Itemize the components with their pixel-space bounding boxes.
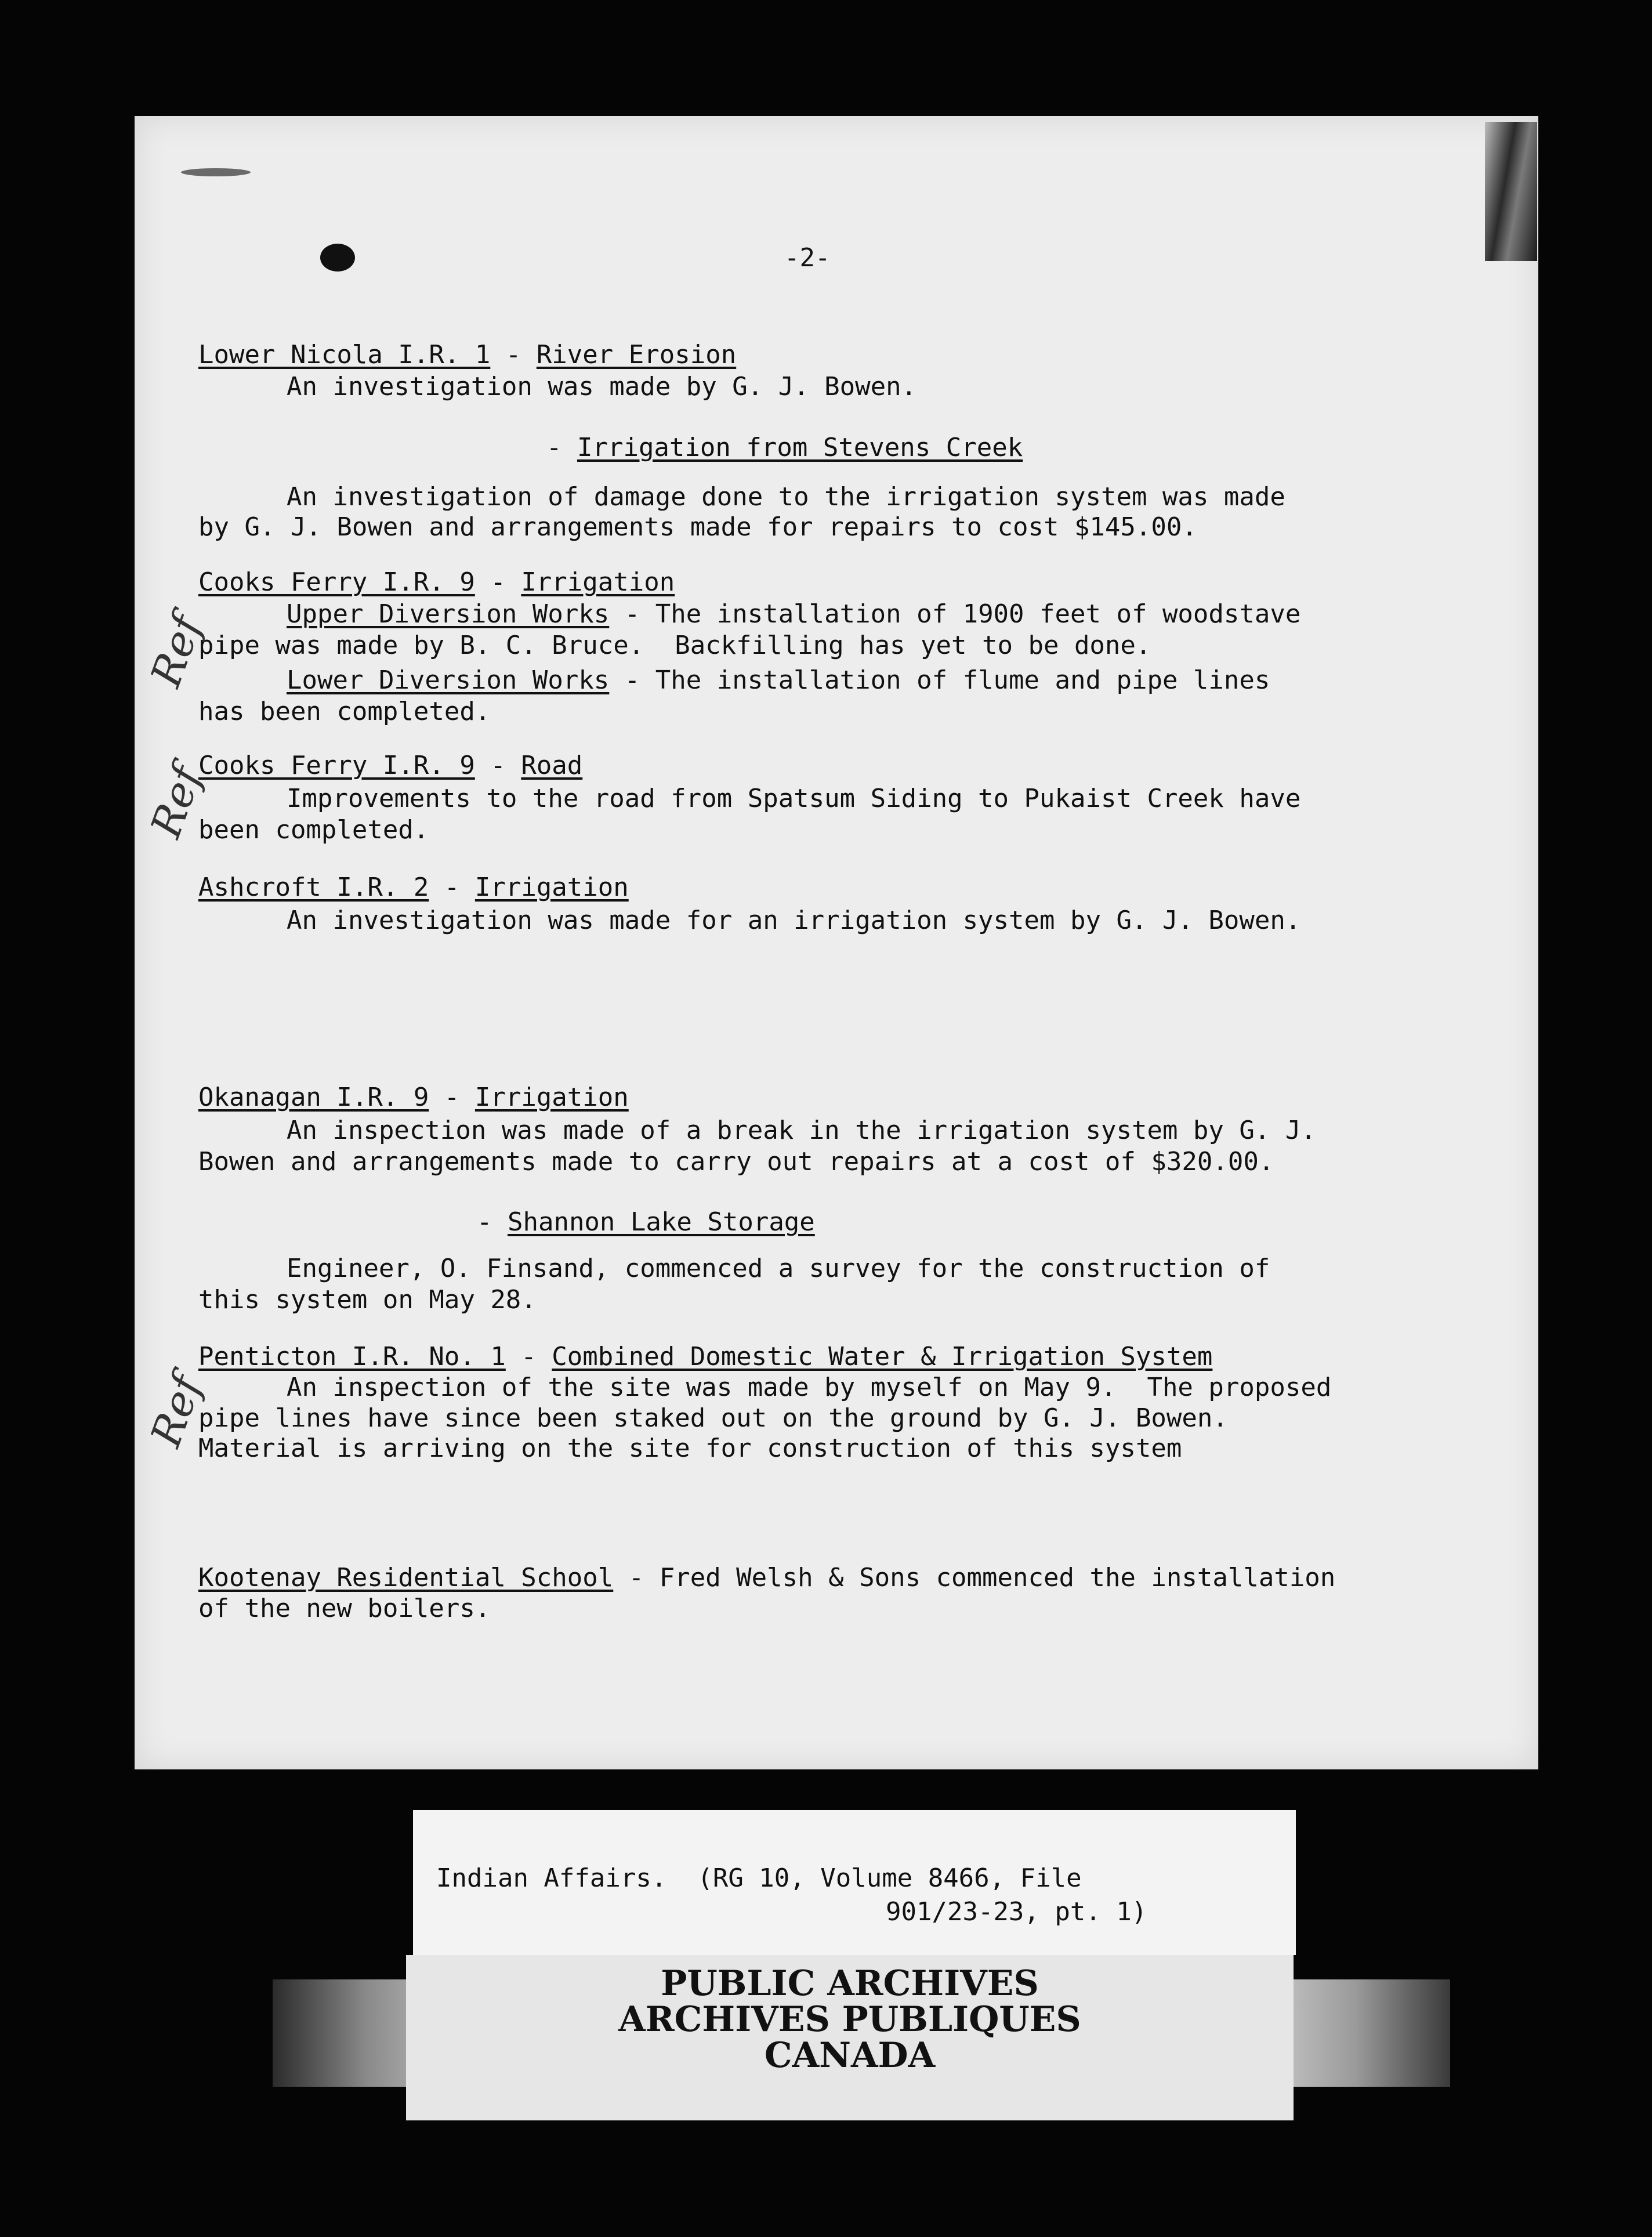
text-line: has been completed. bbox=[198, 697, 491, 726]
entry-heading: Ashcroft I.R. 2 - Irrigation bbox=[198, 873, 629, 902]
text-line: by G. J. Bowen and arrangements made for repairs to cost $145.00. bbox=[198, 512, 1197, 542]
entry-heading: Cooks Ferry I.R. 9 - Irrigation bbox=[198, 567, 675, 597]
page-number: -2- bbox=[784, 243, 831, 273]
entry-heading: Cooks Ferry I.R. 9 - Road bbox=[198, 751, 583, 780]
text-line: pipe was made by B. C. Bruce. Backfilling has yet to be done. bbox=[198, 631, 1151, 660]
text-line: An inspection was made of a break in the irrigation system by G. J. bbox=[287, 1116, 1316, 1145]
document-page bbox=[135, 116, 1538, 1769]
text-line: An investigation was made for an irrigation system by G. J. Bowen. bbox=[287, 906, 1301, 935]
text-line: An investigation of damage done to the irrigation system was made bbox=[287, 482, 1285, 512]
text-line: Upper Diversion Works - The installation of 1900 feet of woodstave bbox=[287, 599, 1301, 629]
entry-heading: Penticton I.R. No. 1 - Combined Domestic Water & Irrigation System bbox=[198, 1342, 1213, 1371]
stamp-line-3: CANADA bbox=[764, 2035, 936, 2076]
text-line: An investigation was made by G. J. Bowen. bbox=[287, 372, 917, 401]
margin-annotation: Ref bbox=[141, 609, 212, 693]
entry-heading: Kootenay Residential School - Fred Welsh & Sons commenced the installation bbox=[198, 1563, 1336, 1592]
text-line: this system on May 28. bbox=[198, 1285, 537, 1315]
archives-stamp bbox=[406, 1955, 1294, 2120]
entry-subheading: - Shannon Lake Storage bbox=[477, 1207, 815, 1237]
text-line: Improvements to the road from Spatsum Siding to Pukaist Creek have bbox=[287, 784, 1301, 813]
text-line: Material is arriving on the site for construction of this system bbox=[198, 1434, 1182, 1463]
entry-heading: Okanagan I.R. 9 - Irrigation bbox=[198, 1083, 629, 1112]
text-line: pipe lines have since been staked out on the ground by G. J. Bowen. bbox=[198, 1403, 1228, 1433]
entry-subheading: - Irrigation from Stevens Creek bbox=[546, 433, 1023, 462]
text-line: been completed. bbox=[198, 815, 429, 845]
text-line: Lower Diversion Works - The installation of flume and pipe lines bbox=[287, 665, 1270, 695]
margin-annotation: Ref bbox=[141, 759, 212, 844]
text-line: of the new boilers. bbox=[198, 1594, 491, 1623]
entry-heading: Lower Nicola I.R. 1 - River Erosion bbox=[198, 340, 737, 370]
reference-line-2: 901/23-23, pt. 1) bbox=[886, 1897, 1147, 1927]
archive-reference-label bbox=[413, 1810, 1296, 1955]
text-line: Engineer, O. Finsand, commenced a survey for the construction of bbox=[287, 1254, 1270, 1283]
margin-annotation: Ref bbox=[141, 1369, 212, 1453]
page-edge bbox=[1485, 122, 1537, 261]
reference-line-1: Indian Affairs. (RG 10, Volume 8466, File bbox=[436, 1863, 1082, 1893]
text-line: An inspection of the site was made by myself on May 9. The proposed bbox=[287, 1373, 1332, 1402]
stamp-line-1: PUBLIC ARCHIVES bbox=[661, 1963, 1039, 2004]
typed-text bbox=[135, 116, 1538, 1769]
text-line: Bowen and arrangements made to carry out repairs at a cost of $320.00. bbox=[198, 1147, 1274, 1177]
stamp-line-2: ARCHIVES PUBLIQUES bbox=[618, 1999, 1081, 2040]
